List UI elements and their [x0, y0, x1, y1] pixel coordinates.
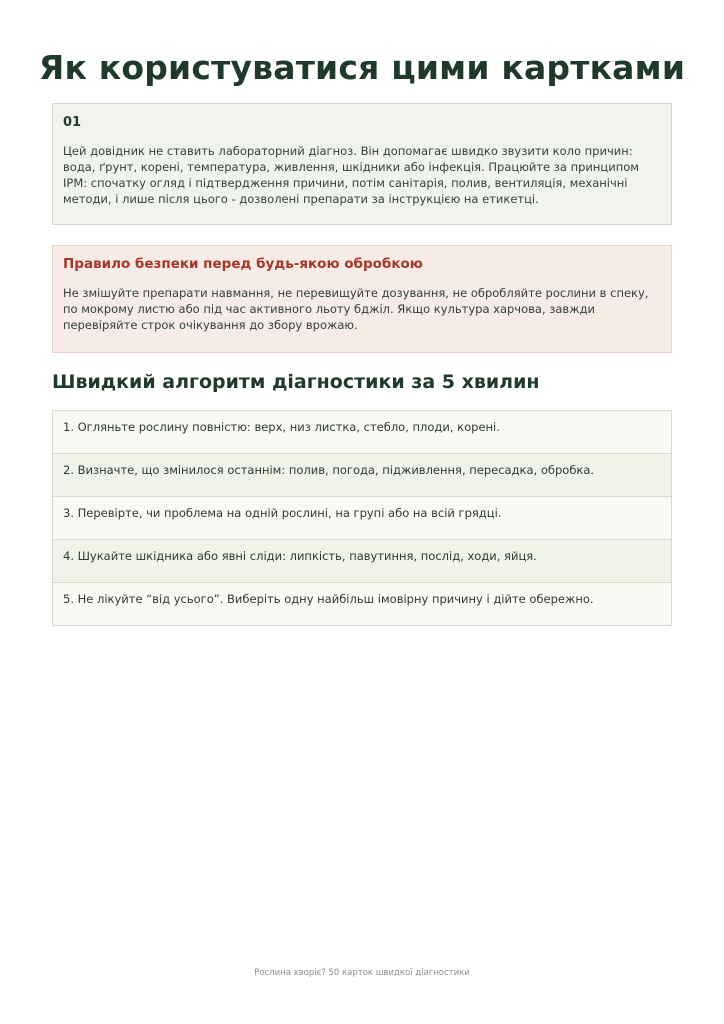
list-item: 1. Огляньте рослину повністю: верх, низ листка, стебло, плоди, корені. — [53, 411, 671, 454]
card-number: 01 — [63, 115, 82, 130]
list-item: 5. Не лікуйте “від усього”. Виберіть одну найбільш імовірну причину і дійте обережно. — [53, 583, 671, 626]
algorithm-heading: Швидкий алгоритм діагностики за 5 хвилин — [52, 371, 540, 393]
page-footer: Рослина хворіє? 50 карток швидкої діагностики — [254, 968, 470, 978]
safety-warning-text: Не змішуйте препарати навмання, не перевищуйте дозування, не обробляйте рослини в спеку, по мокрому листю або під час активного льоту бджіл. Якщо культура харчова, завжди перевіряйте строк очікування до збору врожаю. — [63, 286, 649, 332]
page-title: Як користуватися цими картками — [38, 48, 686, 87]
list-item: 2. Визначте, що змінилося останнім: полив, погода, підживлення, пересадка, обробка. — [53, 454, 671, 497]
safety-warning-card — [52, 245, 672, 353]
list-item: 3. Перевірте, чи проблема на одній рослині, на групі або на всій грядці. — [53, 497, 671, 540]
intro-text: Цей довідник не ставить лабораторний діагноз. Він допомагає швидко звузити коло причин: вода, ґрунт, корені, температура, живлення, шкідники або інфекція. Працюйте за принципом IPM: спочатку огляд і підтвердження причини, потім санітарія, полив, вентиляція, механічні методи, і лише після цього - дозволені препарати за інструкцією на етикетці. — [63, 144, 639, 206]
safety-warning-title: Правило безпеки перед будь-якою обробкою — [63, 256, 423, 272]
list-item: 4. Шукайте шкідника або явні сліди: липкість, павутиння, послід, ходи, яйця. — [53, 540, 671, 583]
algorithm-steps-list — [52, 410, 672, 626]
intro-card — [52, 103, 672, 225]
